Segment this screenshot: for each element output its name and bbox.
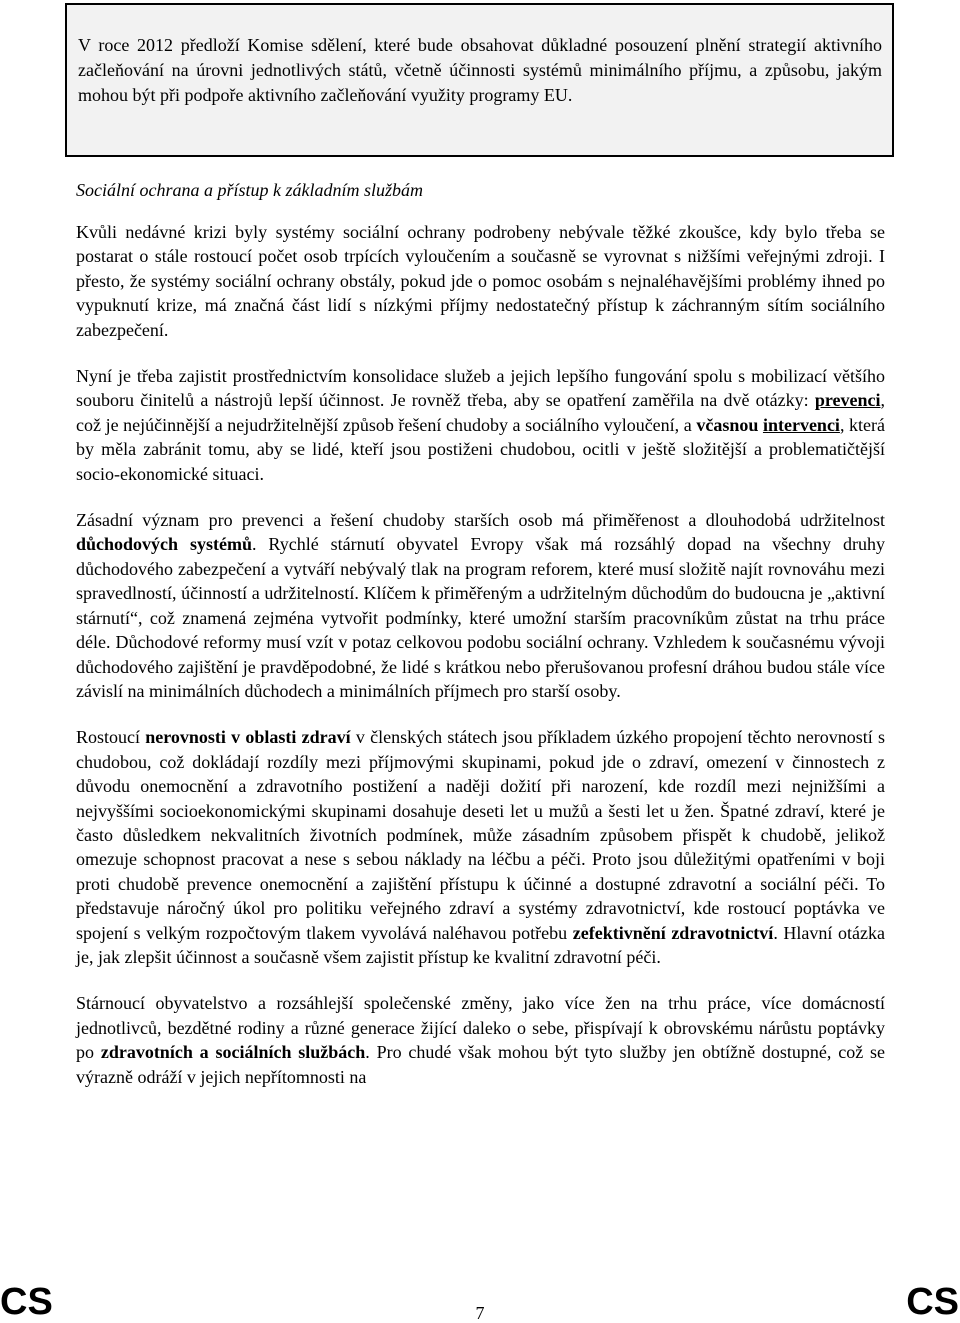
p2-text-c: , což je nejúčinnější a nejudržitelnější způsob řešení chudoby a sociálního vyloučení, a (76, 390, 885, 435)
page-number: 7 (475, 1303, 485, 1323)
paragraph-2 (76, 364, 885, 486)
p2-text-a: Nyní je třeba zajistit prostřednictvím konsolidace služeb a jejich lepšího fungování spolu s mobilizací většího souboru činitelů a nástrojů lepší účinnost. Je rovněž třeba, aby se opatření zaměřila na dvě otázky: (76, 366, 885, 411)
emphasis-zefektivneni: zefektivnění zdravotnictví (572, 922, 774, 943)
emphasis-sluzby: zdravotních a sociálních službách (100, 1042, 366, 1063)
footer-language-left: CS (0, 1281, 53, 1323)
p4-text-c: v členských státech jsou příkladem úzkého propojení těchto nerovností s chudobou, což dokládají rozdíly mezi příjmovými skupinami, pokud jde o zdraví, omezení v činnostech z důvodu onemocnění a zdravotního postižení a naději dožití při narození, kde rozdíl mezi nejnižšími a nejvyššími socioekonomickými skupinami dosahuje deseti let u mužů a šesti let u žen. Špatné zdraví, které je často důsledkem nekvalitních životních podmínek, může zásadním způsobem přispět k chudobě, jelikož omezuje schopnost pracovat a nese s sebou náklady na léčbu a péči. Proto jsou důležitými opatřeními v boji proti chudobě prevence onemocnění a zajištění přístupu k účinné a dostupné zdravotní a sociální péči. To představuje náročný úkol pro politiku veřejného zdraví a systémy zdravotnictví, kde rostoucí poptávka ve spojení s velkým rozpočtovým tlakem vyvolává naléhavou potřebu (76, 727, 885, 943)
p2-text-f: , která by měla zabránit tomu, aby se lidé, kteří jsou postiženi chudobou, ocitli v ještě složitější a problematičtější socio-ekonomické situaci. (76, 414, 885, 484)
p3-text-a: Zásadní význam pro prevenci a řešení chudoby starších osob má přiměřenost a dlouhodobá udržitelnost (76, 510, 885, 531)
emphasis-nerovnosti: nerovnosti v oblasti zdraví (145, 727, 351, 748)
paragraph-5 (76, 991, 885, 1089)
p4-text-a: Rostoucí (76, 727, 146, 748)
main-content (76, 178, 885, 1111)
emphasis-duchodovych-systemu: důchodových systémů (76, 534, 252, 555)
emphasis-intervenci: intervenci (762, 414, 840, 435)
p5-text-c: . Pro chudé však mohou být tyto služby jen obtížně dostupné, což se výrazně odráží v jejich nepřítomnosti na (76, 1042, 885, 1087)
footer-language-right: CS (906, 1281, 959, 1323)
highlight-box (65, 3, 894, 157)
paragraph-4 (76, 725, 885, 969)
emphasis-vcasnou: včasnou (696, 414, 759, 435)
box-text: V roce 2012 předloží Komise sdělení, které bude obsahovat důkladné posouzení plnění strategií aktivního začleňování na úrovni jednotlivých států, včetně účinnosti systémů minimálního příjmu, a způsobu, jakým mohou být při podpoře aktivního začleňování využity programy EU. (78, 35, 882, 105)
section-heading: Sociální ochrana a přístup k základním službám (76, 180, 423, 200)
emphasis-prevenci: prevenci (814, 390, 881, 411)
paragraph-3 (76, 508, 885, 703)
paragraph-1: Kvůli nedávné krizi byly systémy sociální ochrany podrobeny nebývale těžké zkoušce, kdy bylo třeba se postarat o stále rostoucí počet osob trpících vyloučením a současně se vyrovnat s nižšími veřejnými zdroji. I přesto, že systémy sociální ochrany obstály, pokud jde o pomoc osobám s nejnaléhavějšími problémy ihned po vypuknutí krize, má značná část lidí s nízkými příjmy nedostatečný přístup k záchranným sítím sociálního zabezpečení. (76, 222, 885, 340)
p3-text-c: . Rychlé stárnutí obyvatel Evropy však má rozsáhlý dopad na všechny druhy důchodového zabezpečení a vytváří nebývalý tlak na program reforem, které musí složitě najít rovnováhu mezi spravedlností, účinností a udržitelností. Klíčem k přiměřeným a udržitelným důchodům do budoucna je „aktivní stárnutí“, což znamená zejména vytvořit podmínky, které umožní starším pracovníkům zůstat na trhu práce déle. Důchodové reformy musí vzít v potaz celkovou podobu sociální ochrany. Vzhledem k současnému vývoji důchodového zajištění je pravděpodobné, že lidé s krátkou nebo přerušovanou profesní dráhou budou stále více závislí na minimálních důchodech a minimálních příjmech pro starší osoby. (76, 534, 885, 701)
p4-text-e: . Hlavní otázka je, jak zlepšit účinnost a současně všem zajistit přístup ke kvalitní zdravotní péči. (76, 922, 885, 967)
p5-text-a: Stárnoucí obyvatelstvo a rozsáhlejší společenské změny, jako více žen na trhu práce, více domácností jednotlivců, bezdětné rodiny a různé generace žijící daleko o sebe, přispívají k obrovskému nárůstu poptávky po (76, 993, 885, 1063)
